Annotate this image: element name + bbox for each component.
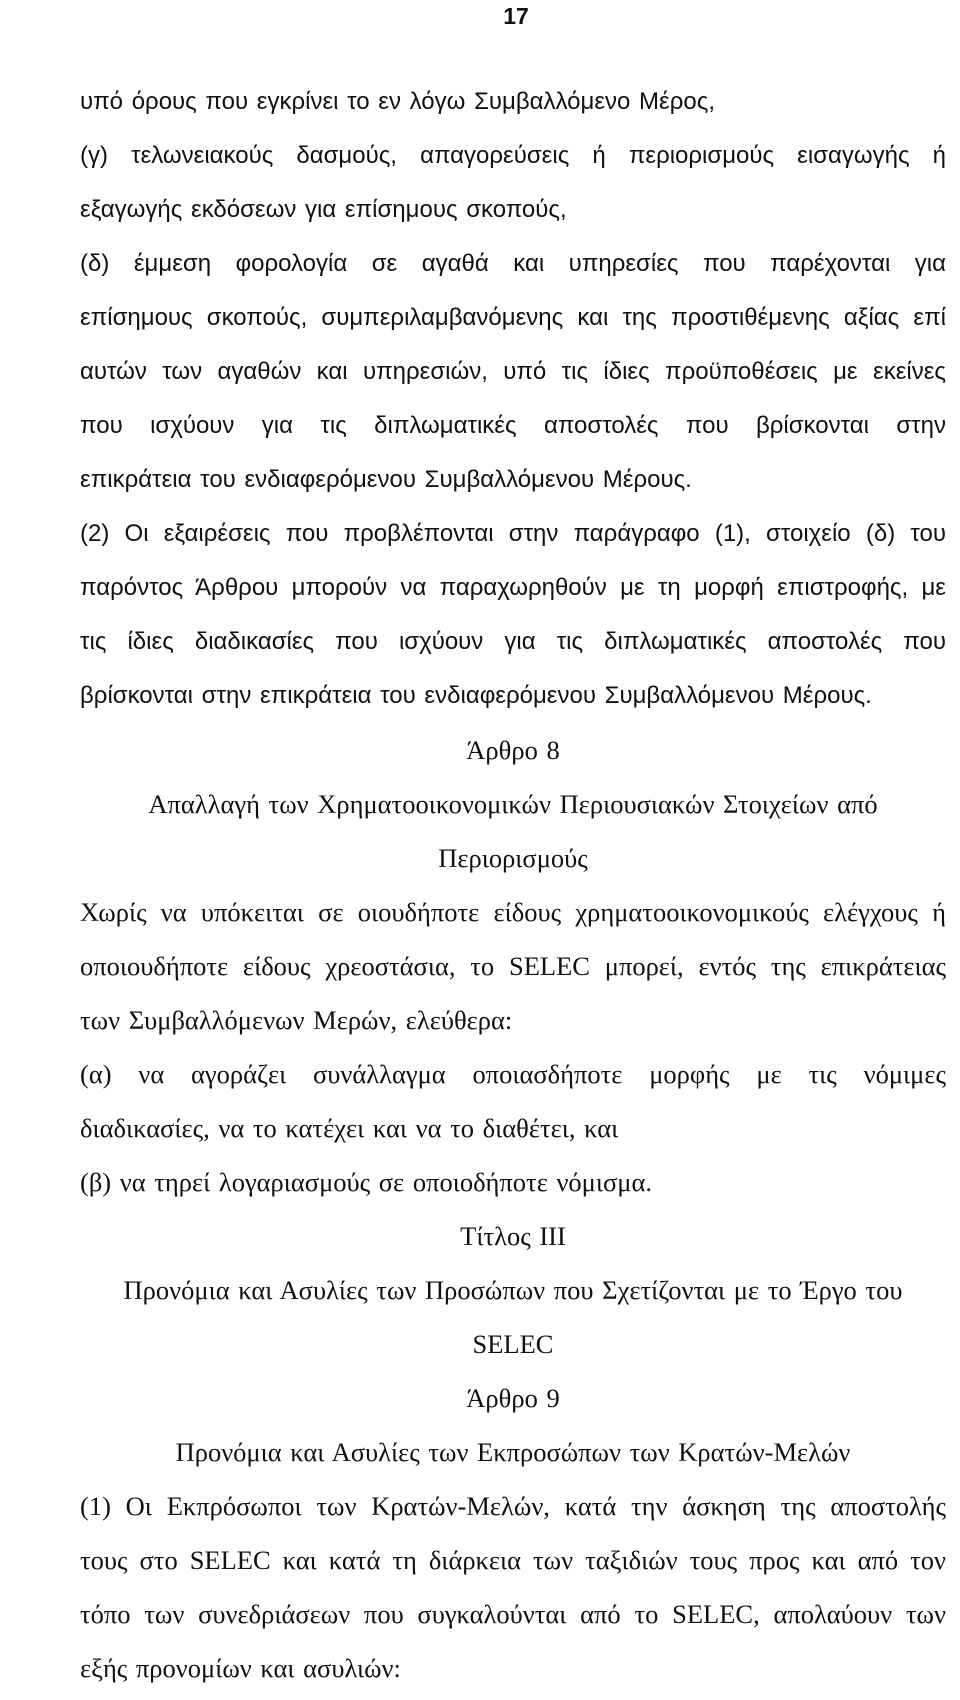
text-line: επίσημους σκοπούς, συμπεριλαμβανόμενης και της προστιθέμενης αξίας επί: [80, 304, 946, 331]
article-title: Απαλλαγή των Χρηματοοικονομικών Περιουσιακών Στοιχείων από: [148, 789, 878, 819]
title-name: SELEC: [472, 1329, 554, 1359]
text-line: Χωρίς να υπόκειται σε οιουδήποτε είδους χρηματοοικονομικούς ελέγχους ή: [80, 897, 946, 927]
text-line: εξής προνομίων και ασυλιών:: [80, 1653, 401, 1683]
title-heading: Τίτλος III: [460, 1221, 566, 1251]
text-line: τις ίδιες διαδικασίες που ισχύουν για τις διπλωματικές αποστολές που: [80, 628, 946, 655]
text-line: διαδικασίες, να το κατέχει και να το διαθέτει, και: [80, 1113, 619, 1143]
text-line: εξαγωγής εκδόσεων για επίσημους σκοπούς,: [80, 196, 567, 223]
title-name: Προνόμια και Ασυλίες των Προσώπων που Σχετίζονται με το Έργο του: [123, 1275, 903, 1305]
text-line: τόπο των συνεδριάσεων που συγκαλούνται από το SELEC, απολαύουν των: [80, 1599, 946, 1629]
text-line: (α) να αγοράζει συνάλλαγμα οποιασδήποτε μορφής με τις νόμιμες: [80, 1059, 946, 1089]
text-line: παρόντος Άρθρου μπορούν να παραχωρηθούν με τη μορφή επιστροφής, με: [80, 574, 946, 601]
text-line: οποιουδήποτε είδους χρεοστάσια, το SELEC μπορεί, εντός της επικράτειας: [80, 951, 946, 981]
text-line: (1) Οι Εκπρόσωποι των Κρατών-Μελών, κατά την άσκηση της αποστολής: [80, 1491, 946, 1521]
text-line: (2) Οι εξαιρέσεις που προβλέπονται στην παράγραφο (1), στοιχείο (δ) του: [80, 520, 946, 547]
article-title: Περιορισμούς: [438, 843, 588, 873]
text-line: (β) να τηρεί λογαριασμούς σε οποιοδήποτε νόμισμα.: [80, 1167, 653, 1197]
text-line: επικράτεια του ενδιαφερόμενου Συμβαλλόμενου Μέρους.: [80, 466, 692, 493]
document-body: [80, 80, 946, 1700]
text-line: (δ) έμμεση φορολογία σε αγαθά και υπηρεσίες που παρέχονται για: [80, 250, 946, 277]
text-line: αυτών των αγαθών και υπηρεσιών, υπό τις ίδιες προϋποθέσεις με εκείνες: [80, 358, 946, 385]
article-heading: Άρθρο 8: [466, 735, 560, 765]
article-heading: Άρθρο 9: [466, 1383, 560, 1413]
text-line: (γ) τελωνειακούς δασμούς, απαγορεύσεις ή περιορισμούς εισαγωγής ή: [80, 142, 946, 169]
text-line: τους στο SELEC και κατά τη διάρκεια των ταξιδιών τους προς και από τον: [80, 1545, 946, 1575]
text-line: των Συμβαλλόμενων Μερών, ελεύθερα:: [80, 1005, 513, 1035]
text-line: που ισχύουν για τις διπλωματικές αποστολές που βρίσκονται στην: [80, 412, 946, 439]
text-line: υπό όρους που εγκρίνει το εν λόγω Συμβαλλόμενο Μέρος,: [80, 88, 715, 115]
page-number: 17: [503, 3, 529, 29]
article-title: Προνόμια και Ασυλίες των Εκπροσώπων των Κρατών-Μελών: [175, 1437, 851, 1467]
text-line: βρίσκονται στην επικράτεια του ενδιαφερόμενου Συμβαλλόμενου Μέρους.: [80, 682, 872, 709]
